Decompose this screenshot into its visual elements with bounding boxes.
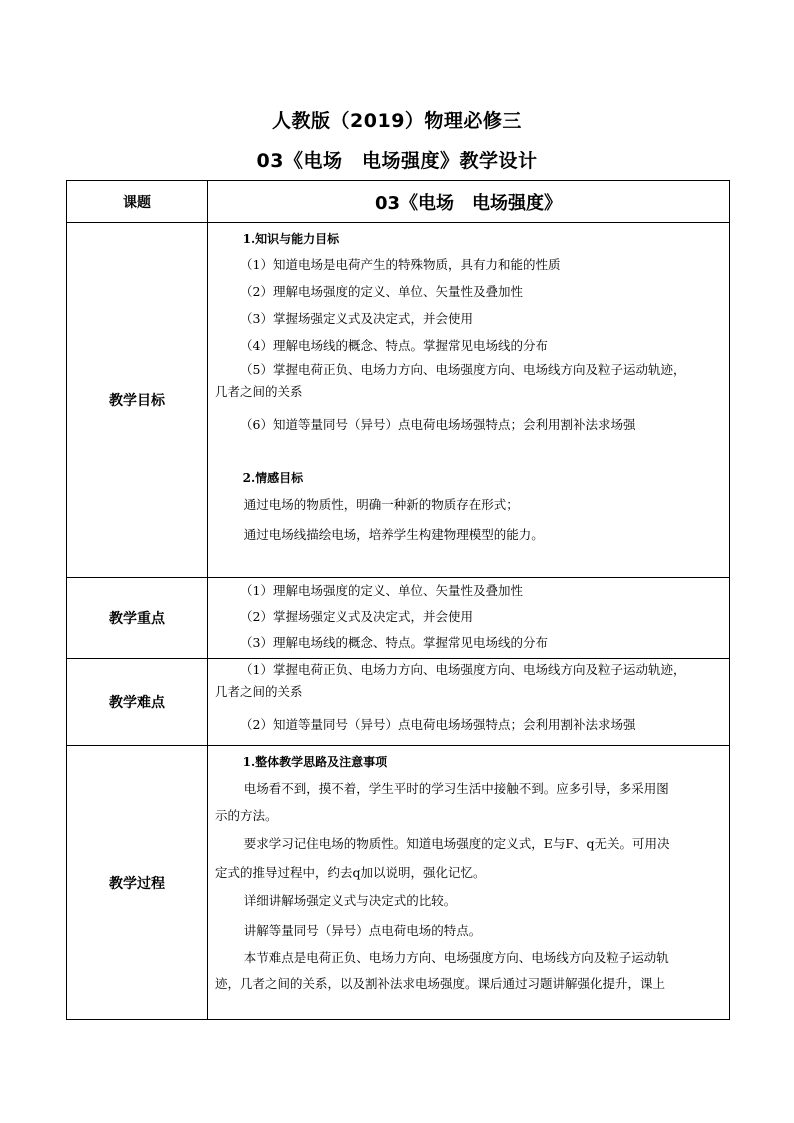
goals-row (67, 223, 730, 578)
process-line: 详细讲解场强定义式与决定式的比较。 (243, 893, 457, 908)
process-line: 迹，几者之间的关系，以及割补法求电场强度。课后通过习题讲解强化提升，课上 (215, 976, 666, 991)
topic-value: 03《电场 电场强度》 (208, 181, 730, 223)
topic-label: 课题 (67, 181, 208, 223)
key-points-label: 教学重点 (67, 578, 208, 659)
emotion-item: 通过电场线描绘电场，培养学生构建物理模型的能力。 (243, 527, 544, 542)
emotion-item: 通过电场的物质性，明确一种新的物质存在形式； (243, 497, 519, 512)
goal-item: （4）理解电场线的概念、特点。掌握常见电场线的分布 (240, 338, 548, 353)
process-line: 讲解等量同号（异号）点电荷电场的特点。 (243, 923, 482, 938)
goal-item: （1）知道电场是电荷产生的特殊物质，具有力和能的性质 (240, 257, 561, 272)
difficulty-item-continued: 几者之间的关系 (215, 684, 303, 699)
key-point-item: （2）掌握场强定义式及决定式，并会使用 (240, 609, 473, 624)
goals-label: 教学目标 (67, 223, 208, 578)
key-point-item: （3）理解电场线的概念、特点。掌握常见电场线的分布 (240, 635, 548, 650)
spacer (215, 438, 723, 466)
difficulties-label: 教学难点 (67, 659, 208, 746)
lesson-plan-table (66, 180, 730, 1020)
process-heading: 1.整体教学思路及注意事项 (242, 755, 388, 769)
goal-item: （6）知道等量同号（异号）点电荷电场场强特点；会利用割补法求场强 (240, 417, 636, 432)
difficulty-item: （2）知道等量同号（异号）点电荷电场场强特点；会利用割补法求场强 (240, 717, 636, 732)
goals-heading-emotion: 2.情感目标 (242, 471, 304, 485)
process-content (208, 746, 730, 1020)
process-line: 示的方法。 (215, 808, 278, 823)
goals-content (208, 223, 730, 578)
process-line: 电场看不到，摸不着，学生平时的学习生活中接触不到。应多引导，多采用图 (243, 781, 669, 796)
goal-item: （2）理解电场强度的定义、单位、矢量性及叠加性 (240, 284, 523, 299)
goal-item-continued: 几者之间的关系 (215, 384, 303, 399)
process-label: 教学过程 (67, 746, 208, 1020)
document-subtitle: 03《电场 电场强度》教学设计 (256, 150, 538, 172)
difficulties-row (67, 659, 730, 746)
difficulty-item: （1）掌握电荷正负、电场力方向、电场强度方向、电场线方向及粒子运动轨迹， (240, 662, 686, 677)
key-points-row (67, 578, 730, 659)
key-points-content (208, 578, 730, 659)
process-row (67, 746, 730, 1020)
topic-row (67, 181, 730, 223)
difficulties-content (208, 659, 730, 746)
process-line: 本节难点是电荷正负、电场力方向、电场强度方向、电场线方向及粒子运动轨 (243, 950, 669, 965)
process-line: 要求学习记住电场的物质性。知道电场强度的定义式，E与F、q无关。可用决 (243, 836, 670, 851)
goal-item: （3）掌握场强定义式及决定式，并会使用 (240, 311, 473, 326)
key-point-item: （1）理解电场强度的定义、单位、矢量性及叠加性 (240, 583, 523, 598)
goal-item: （5）掌握电荷正负、电场力方向、电场强度方向、电场线方向及粒子运动轨迹， (240, 362, 686, 377)
document-title: 人教版（2019）物理必修三 (272, 110, 522, 132)
goals-heading-knowledge: 1.知识与能力目标 (242, 232, 340, 246)
process-line: 定式的推导过程中，约去q加以说明，强化记忆。 (215, 865, 486, 880)
